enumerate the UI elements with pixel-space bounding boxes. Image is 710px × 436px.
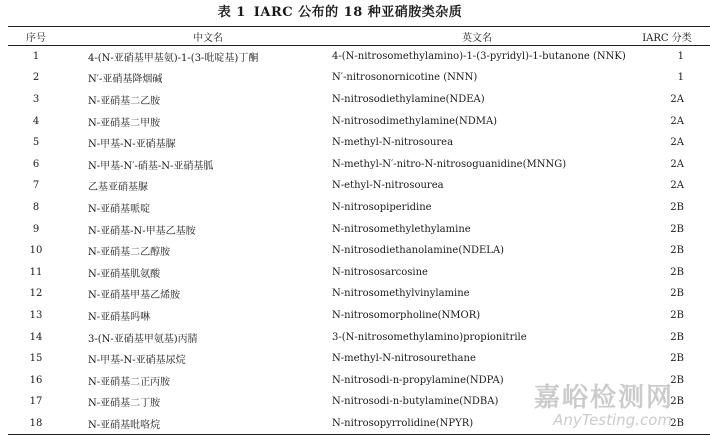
cell-chinese-name: N-亚硝基二丁胺 — [88, 398, 161, 410]
table-row — [8, 348, 710, 370]
cell-english-name: N-nitrosodiethylamine(NDEA) — [332, 93, 485, 105]
table-row — [8, 391, 710, 413]
nitrosamine-table — [8, 26, 710, 435]
cell-chinese-name: N-亚硝基二乙胺 — [88, 95, 161, 107]
cell-chinese-name: N-亚硝基肌氨酸 — [88, 268, 161, 280]
table-row — [8, 326, 710, 348]
cell-english-name: N-methyl-N-nitrosourea — [332, 137, 454, 149]
cell-english-name: N-nitrosodi-n-butylamine(NDBA) — [332, 396, 499, 408]
cell-iarc-group: 2A — [670, 115, 684, 127]
cell-no: 18 — [29, 417, 43, 429]
cell-english-name: N-nitrosodiethanolamine(NDELA) — [332, 245, 505, 257]
cell-no: 11 — [29, 266, 43, 278]
cell-iarc-group: 2B — [670, 374, 684, 386]
cell-english-name: N-nitrososarcosine — [332, 266, 428, 278]
cell-iarc-group: 1 — [677, 72, 684, 84]
cell-no: 13 — [29, 309, 43, 321]
header-iarc-group: IARC 分类 — [642, 32, 692, 44]
cell-no: 15 — [29, 353, 43, 365]
table-row — [8, 305, 710, 327]
table-row — [8, 46, 710, 68]
table-row — [8, 283, 710, 305]
cell-chinese-name: N-甲基-N-亚硝基脲 — [88, 139, 176, 151]
cell-no: 6 — [32, 158, 40, 170]
cell-chinese-name: N-亚硝基吗啉 — [88, 311, 151, 323]
cell-iarc-group: 2B — [670, 288, 684, 300]
cell-iarc-group: 2B — [670, 309, 684, 321]
table-row — [8, 110, 710, 132]
cell-iarc-group: 2A — [670, 137, 684, 149]
cell-english-name: N-nitrosopyrrolidine(NPYR) — [332, 417, 474, 429]
cell-iarc-group: 2B — [670, 201, 684, 213]
cell-no: 4 — [32, 115, 40, 127]
cell-no: 12 — [29, 288, 43, 300]
cell-iarc-group: 2B — [670, 245, 684, 257]
cell-english-name: N-nitrosopiperidine — [332, 201, 432, 213]
cell-chinese-name: 4-(N-亚硝基甲基氨)-1-(3-吡啶基)丁酮 — [88, 53, 259, 65]
cell-iarc-group: 2A — [670, 158, 684, 170]
cell-chinese-name: N′-亚硝基降烟碱 — [88, 74, 163, 86]
cell-english-name: N-nitrosomorpholine(NMOR) — [332, 309, 481, 321]
cell-chinese-name: N-甲基-N-亚硝基尿烷 — [88, 355, 186, 367]
cell-no: 17 — [29, 396, 43, 408]
cell-iarc-group: 2A — [670, 93, 684, 105]
header-english-name: 英文名 — [462, 32, 492, 44]
cell-no: 10 — [29, 245, 43, 257]
cell-chinese-name: N-亚硝基-N-甲基乙基胺 — [88, 225, 196, 237]
table-caption: IARC 公布的 18 种亚硝胺类杂质 — [253, 5, 463, 20]
table-row — [8, 197, 710, 219]
header-no: 序号 — [26, 32, 46, 44]
cell-english-name: N-nitrosodimethylamine(NDMA) — [332, 115, 498, 127]
cell-english-name: N-methyl-N-nitrosourethane — [332, 353, 476, 365]
table-row — [8, 67, 710, 89]
table-number: 表 1 — [217, 5, 246, 20]
cell-no: 2 — [32, 72, 40, 84]
table-row — [8, 175, 710, 197]
cell-chinese-name: N-亚硝基二乙醇胺 — [88, 247, 171, 259]
cell-english-name: 4-(N-nitrosomethylamino)-1-(3-pyridyl)-1-butanone (NNK) — [332, 51, 626, 63]
table-row — [8, 240, 710, 262]
table-row — [8, 153, 710, 175]
cell-english-name: N-nitrosomethylethylamine — [332, 223, 471, 235]
cell-no: 14 — [29, 331, 43, 343]
cell-chinese-name: N-亚硝基二正丙胺 — [88, 376, 171, 388]
cell-chinese-name: N-亚硝基吡咯烷 — [88, 419, 161, 431]
table-row — [8, 369, 710, 391]
table-row — [8, 413, 710, 435]
cell-no: 3 — [32, 93, 40, 105]
cell-chinese-name: N-甲基-N′-硝基-N-亚硝基胍 — [88, 160, 214, 172]
cell-no: 1 — [32, 51, 40, 63]
cell-iarc-group: 2A — [670, 180, 684, 192]
cell-no: 9 — [32, 223, 40, 235]
cell-english-name: N′-nitrosonornicotine (NNN) — [332, 72, 478, 84]
cell-iarc-group: 2B — [670, 396, 684, 408]
table-row — [8, 132, 710, 154]
watermark-chinese: 嘉峪检测网 — [533, 383, 674, 413]
cell-no: 5 — [32, 137, 40, 149]
cell-iarc-group: 2B — [670, 353, 684, 365]
cell-no: 7 — [32, 180, 40, 192]
cell-chinese-name: N-亚硝基二甲胺 — [88, 117, 161, 129]
header-row — [8, 27, 710, 46]
cell-english-name: N-ethyl-N-nitrosourea — [332, 180, 444, 192]
cell-no: 8 — [32, 201, 40, 213]
cell-iarc-group: 2B — [670, 417, 684, 429]
table-row — [8, 218, 710, 240]
watermark-english: AnyTesting.com — [553, 411, 672, 429]
cell-english-name: N-nitrosomethylvinylamine — [332, 288, 470, 300]
table-row — [8, 261, 710, 283]
cell-no: 16 — [29, 374, 43, 386]
table-title — [0, 2, 680, 24]
cell-iarc-group: 2B — [670, 223, 684, 235]
cell-chinese-name: N-亚硝基哌啶 — [88, 203, 151, 215]
header-chinese-name: 中文名 — [193, 32, 223, 44]
cell-english-name: N-nitrosodi-n-propylamine(NDPA) — [332, 374, 504, 386]
cell-iarc-group: 2B — [670, 266, 684, 278]
cell-chinese-name: N-亚硝基甲基乙烯胺 — [88, 290, 181, 302]
table-row — [8, 89, 710, 111]
cell-iarc-group: 1 — [677, 51, 684, 63]
cell-chinese-name: 3-(N-亚硝基甲氨基)丙腈 — [88, 333, 198, 345]
table-body — [8, 46, 710, 435]
cell-english-name: 3-(N-nitrosomethylamino)propionitrile — [332, 331, 527, 343]
cell-chinese-name: 乙基亚硝基脲 — [88, 182, 148, 194]
cell-iarc-group: 2B — [670, 331, 684, 343]
cell-english-name: N-methyl-N′-nitro-N-nitrosoguanidine(MNNG) — [332, 158, 567, 170]
